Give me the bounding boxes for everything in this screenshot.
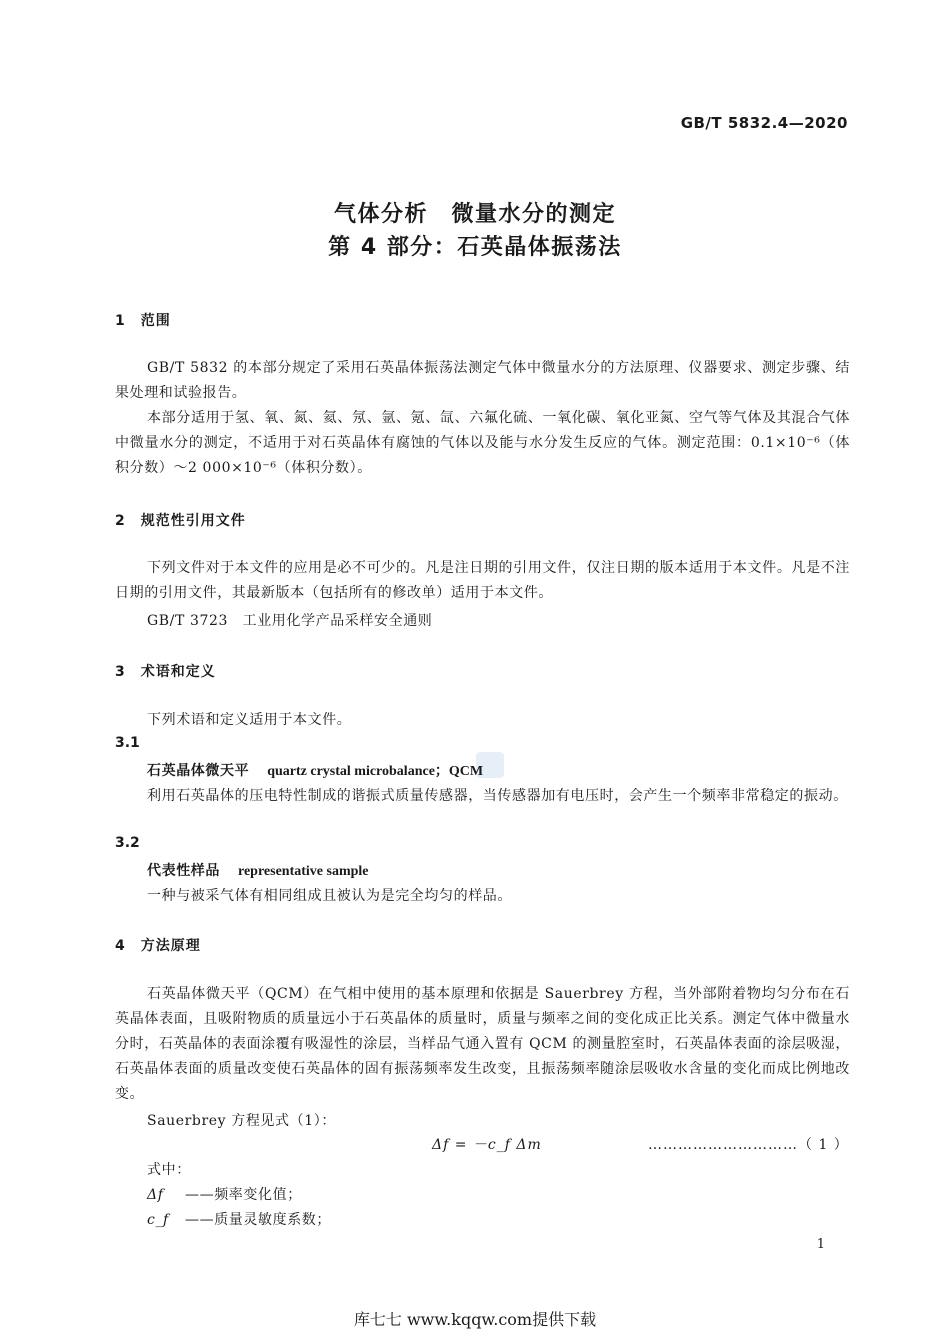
page-number: 1 — [816, 1237, 825, 1252]
footer-download-source: 库七七 www.kqqw.com提供下载 — [353, 1310, 597, 1329]
document-title-line1: 气体分析 微量水分的测定 — [333, 202, 616, 227]
where-label: 式中： — [147, 1162, 191, 1178]
equation-intro: Sauerbrey 方程见式（1）： — [147, 1113, 336, 1129]
section-heading-normative-references: 2 规范性引用文件 — [115, 513, 246, 529]
principle-paragraph: 石英晶体微天平（QCM）在气相中使用的基本原理和依据是 Sauerbrey 方程，当外部附着物均匀分布在石英晶体表面，且吸附物质的质量远小于石英晶体的质量时，质量与频率之间的变化成正比关系。测定气体中微量水分时，石英晶体的表面涂覆有吸湿性的涂层，当样品气通入置有 QCM 的测量腔室时，石英晶体表面的涂层吸湿，石英晶体表面的质量改变使石英晶体的固有振荡频率发生改变，且振荡频率随涂层吸收水含量的变化而成比例地改变。 — [115, 986, 850, 1102]
equation-number: …………………………（ 1 ） — [648, 1137, 849, 1153]
variable-symbol: Δf — [147, 1187, 164, 1203]
scope-paragraph-2: 本部分适用于氢、氧、氮、氦、氖、氩、氪、氙、六氟化硫、一氧化碳、氧化亚氮、空气等气体及其混合气体中微量水分的测定，不适用于对石英晶体有腐蚀的气体以及能与水分发生反应的气体。测定范围：0.1×10⁻⁶（体积分数）～2 000×10⁻⁶（体积分数）。 — [115, 410, 850, 476]
document-title-line2: 第 4 部分：石英晶体振荡法 — [328, 235, 622, 260]
term-en: representative sample — [238, 864, 369, 879]
term-number: 3.1 — [115, 735, 140, 751]
variable-row — [147, 1184, 302, 1204]
sauerbrey-formula: Δf = －c_f Δm — [432, 1137, 542, 1153]
variable-row — [147, 1209, 331, 1229]
variable-description: ——质量灵敏度系数； — [185, 1212, 331, 1228]
term-zh: 代表性样品 — [147, 863, 220, 879]
normative-references-paragraph: 下列文件对于本文件的应用是必不可少的。凡是注日期的引用文件，仅注日期的版本适用于本文件。凡是不注日期的引用文件，其最新版本（包括所有的修改单）适用于本文件。 — [115, 560, 850, 601]
term-entry — [147, 760, 483, 780]
section-heading-principle: 4 方法原理 — [115, 938, 201, 954]
variable-symbol: c_f — [147, 1212, 169, 1228]
term-definition: 利用石英晶体的压电特性制成的谐振式质量传感器，当传感器加有电压时，会产生一个频率非常稳定的振动。 — [147, 788, 848, 804]
term-definition: 一种与被采气体有相同组成且被认为是完全均匀的样品。 — [147, 888, 512, 904]
reference-gbt3723: GB/T 3723 工业用化学产品采样安全通则 — [147, 613, 433, 629]
section-heading-terms: 3 术语和定义 — [115, 664, 216, 680]
term-entry — [147, 860, 369, 880]
terms-intro: 下列术语和定义适用于本文件。 — [147, 712, 352, 728]
scope-paragraph-1: GB/T 5832 的本部分规定了采用石英晶体振荡法测定气体中微量水分的方法原理、仪器要求、测定步骤、结果处理和试验报告。 — [115, 360, 850, 401]
term-number: 3.2 — [115, 835, 140, 851]
variable-description: ——频率变化值； — [185, 1187, 302, 1203]
section-heading-scope: 1 范围 — [115, 313, 171, 329]
term-en: quartz crystal microbalance；QCM — [267, 764, 484, 779]
term-zh: 石英晶体微天平 — [147, 763, 250, 779]
standard-code: GB/T 5832.4—2020 — [680, 114, 848, 132]
